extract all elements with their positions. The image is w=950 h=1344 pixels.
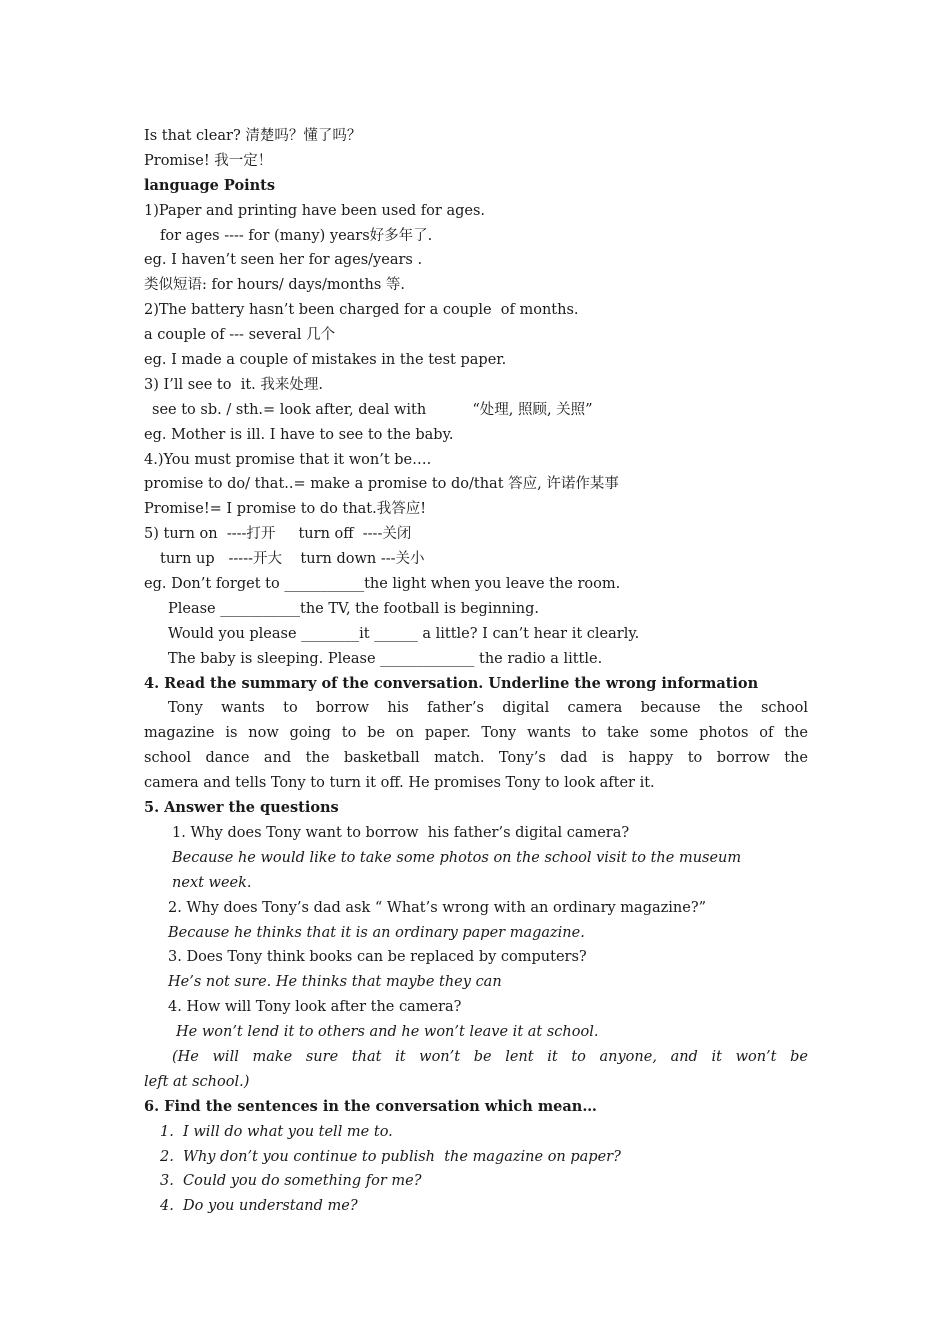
section-heading: language Points [144, 176, 276, 194]
paragraph-line: camera and tells Tony to turn it off. He promises Tony to look after it. [144, 775, 655, 792]
text-line: Would you please ________it ______ a little? I can’t hear it clearly. [168, 625, 640, 642]
answer-line: He won’t lend it to others and he won’t leave it at school. [176, 1024, 599, 1041]
question-line: 3. Does Tony think books can be replaced by computers? [168, 949, 587, 966]
text-line: 5) turn on ----打开 turn off ----关闭 [144, 526, 412, 543]
text-line: eg. Mother is ill. I have to see to the baby. [144, 426, 454, 443]
text-line: Promise!= I promise to do that.我答应! [144, 501, 427, 518]
list-item: 4. Do you understand me? [160, 1198, 358, 1215]
text-line: The baby is sleeping. Please _____________ the radio a little. [168, 650, 603, 667]
text-line: a couple of --- several 几个 [144, 327, 336, 344]
text-line: for ages ---- for (many) years好多年了. [160, 227, 433, 244]
section-heading: 4. Read the summary of the conversation. Underline the wrong information [144, 674, 759, 692]
answer-line: (He will make sure that it won’t be lent it to anyone, and it won’t be [172, 1048, 808, 1065]
answer-line: next week. [172, 874, 252, 891]
answer-line: Because he would like to take some photos on the school visit to the museum [172, 849, 742, 866]
document-page [144, 124, 808, 1219]
question-line: 2. Why does Tony’s dad ask “ What’s wrong with an ordinary magazine?” [168, 899, 707, 916]
text-line: Promise! 我一定！ [144, 152, 273, 169]
answer-line: Because he thinks that it is an ordinary paper magazine. [168, 924, 585, 941]
text-line: 2)The battery hasn’t been charged for a couple of months. [144, 302, 579, 319]
text-line: 类似短语: for hours/ days/months 等. [144, 277, 405, 294]
text-line: see to sb. / sth.= look after, deal with “处理, 照顾, 关照” [152, 401, 593, 418]
answer-line: He’s not sure. He thinks that maybe they can [168, 974, 502, 991]
text-line: eg. I haven’t seen her for ages/years . [144, 252, 423, 269]
text-line: 1)Paper and printing have been used for ages. [144, 202, 485, 219]
text-line: 3) I’ll see to it. 我来处理. [144, 376, 323, 393]
section-heading: 6. Find the sentences in the conversation which mean… [144, 1097, 597, 1115]
paragraph-line: Tony wants to borrow his father’s digital camera because the school [168, 700, 808, 717]
text-line: Please ___________the TV, the football is beginning. [168, 600, 540, 617]
text-line: Is that clear? 清楚吗？懂了吗？ [144, 128, 362, 144]
list-item: 1. I will do what you tell me to. [160, 1123, 393, 1140]
answer-line: left at school.) [144, 1073, 250, 1090]
question-line: 4. How will Tony look after the camera? [168, 999, 462, 1016]
text-line: eg. I made a couple of mistakes in the test paper. [144, 352, 507, 369]
list-item: 2. Why don’t you continue to publish the magazine on paper? [160, 1148, 621, 1165]
paragraph-line: school dance and the basketball match. Tony’s dad is happy to borrow the [144, 750, 808, 767]
text-line: eg. Don’t forget to ___________the light when you leave the room. [144, 576, 621, 593]
question-line: 1. Why does Tony want to borrow his father’s digital camera? [172, 824, 630, 841]
text-line: promise to do/ that..= make a promise to do/that 答应, 许诺作某事 [144, 476, 619, 493]
text-line: 4.)You must promise that it won’t be…. [144, 451, 432, 468]
paragraph-line: magazine is now going to be on paper. Tony wants to take some photos of the [144, 725, 808, 742]
text-line: turn up -----开大 turn down ---关小 [160, 551, 425, 568]
section-heading: 5. Answer the questions [144, 799, 339, 817]
list-item: 3. Could you do something for me? [160, 1173, 422, 1190]
